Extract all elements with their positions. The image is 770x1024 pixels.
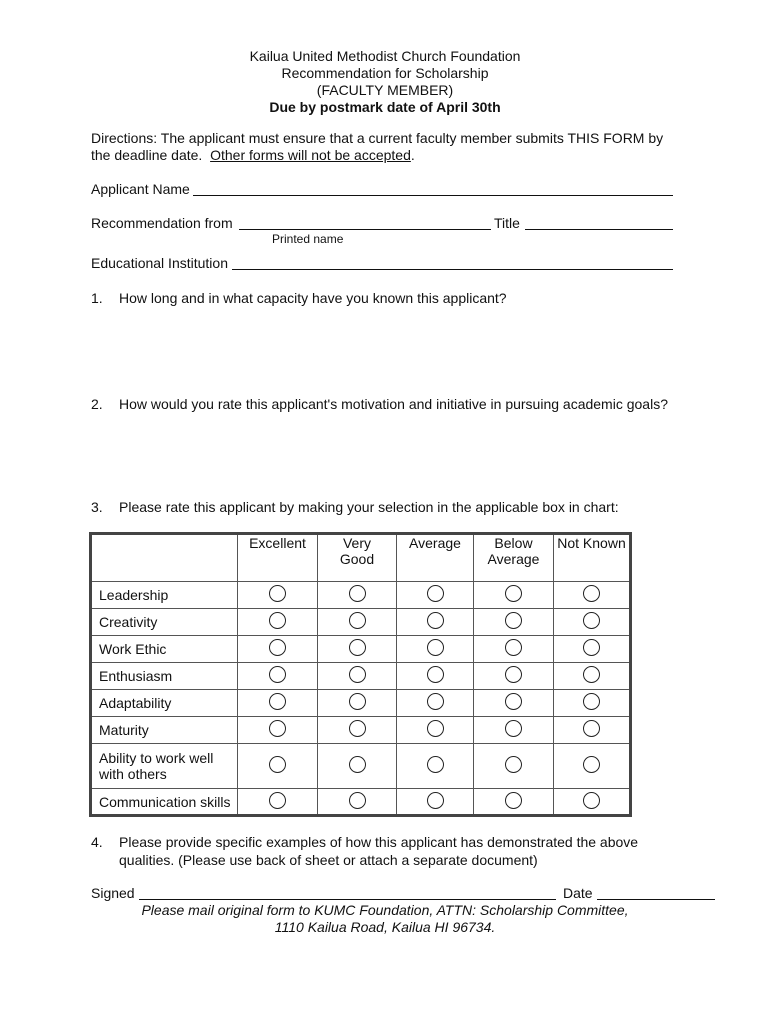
creativity-very-good-radio[interactable]	[349, 612, 366, 629]
date-label: Date	[563, 885, 593, 901]
table-row	[91, 636, 631, 663]
enthusiasm-very-good-radio[interactable]	[349, 666, 366, 683]
maturity-not-known-radio[interactable]	[583, 720, 600, 737]
applicant-name-field[interactable]	[193, 195, 673, 196]
table-row	[91, 717, 631, 744]
table-row	[91, 663, 631, 690]
leadership-excellent-radio[interactable]	[269, 585, 286, 602]
teamwork-average-radio[interactable]	[427, 756, 444, 773]
table-row	[91, 582, 631, 609]
enthusiasm-below-average-radio[interactable]	[505, 666, 522, 683]
rating-header-blank	[91, 534, 238, 582]
trait-creativity: Creativity	[91, 609, 238, 636]
creativity-not-known-radio[interactable]	[583, 612, 600, 629]
communication-average-radio[interactable]	[427, 792, 444, 809]
leadership-below-average-radio[interactable]	[505, 585, 522, 602]
question-3-text: Please rate this applicant by making your selection in the applicable box in chart:	[119, 499, 619, 515]
col-very-good: Very Good	[318, 534, 397, 582]
adaptability-average-radio[interactable]	[427, 693, 444, 710]
trait-enthusiasm: Enthusiasm	[91, 663, 238, 690]
question-2-text: How would you rate this applicant's motivation and initiative in pursuing academic goals?	[119, 396, 668, 412]
trait-leadership: Leadership	[91, 582, 238, 609]
maturity-excellent-radio[interactable]	[269, 720, 286, 737]
maturity-very-good-radio[interactable]	[349, 720, 366, 737]
work-ethic-excellent-radio[interactable]	[269, 639, 286, 656]
applicant-name-label: Applicant Name	[91, 181, 190, 197]
col-average: Average	[397, 534, 474, 582]
leadership-not-known-radio[interactable]	[583, 585, 600, 602]
directions-line-2: the deadline date. Other forms will not be accepted.	[91, 147, 415, 163]
creativity-excellent-radio[interactable]	[269, 612, 286, 629]
col-excellent: Excellent	[238, 534, 318, 582]
trait-ability-to-work-well: Ability to work well with others	[91, 744, 238, 789]
communication-excellent-radio[interactable]	[269, 792, 286, 809]
title-field[interactable]	[525, 229, 673, 230]
mailing-instruction-line-2: 1110 Kailua Road, Kailua HI 96734.	[274, 919, 496, 935]
trait-adaptability: Adaptability	[91, 690, 238, 717]
adaptability-below-average-radio[interactable]	[505, 693, 522, 710]
org-name: Kailua United Methodist Church Foundation	[249, 48, 521, 64]
adaptability-very-good-radio[interactable]	[349, 693, 366, 710]
directions-line-1: Directions: The applicant must ensure that a current faculty member submits THIS FORM by	[91, 130, 664, 146]
maturity-average-radio[interactable]	[427, 720, 444, 737]
work-ethic-not-known-radio[interactable]	[583, 639, 600, 656]
creativity-below-average-radio[interactable]	[505, 612, 522, 629]
adaptability-not-known-radio[interactable]	[583, 693, 600, 710]
institution-label: Educational Institution	[91, 255, 228, 271]
creativity-average-radio[interactable]	[427, 612, 444, 629]
form-subtitle: (FACULTY MEMBER)	[316, 82, 454, 98]
communication-very-good-radio[interactable]	[349, 792, 366, 809]
question-4-text-line-1: Please provide specific examples of how this applicant has demonstrated the above	[119, 834, 639, 850]
table-row	[91, 744, 631, 789]
signature-field[interactable]	[139, 899, 556, 900]
leadership-very-good-radio[interactable]	[349, 585, 366, 602]
table-row	[91, 609, 631, 636]
teamwork-not-known-radio[interactable]	[583, 756, 600, 773]
recommendation-from-label: Recommendation from	[91, 215, 233, 231]
teamwork-excellent-radio[interactable]	[269, 756, 286, 773]
teamwork-very-good-radio[interactable]	[349, 756, 366, 773]
communication-below-average-radio[interactable]	[505, 792, 522, 809]
enthusiasm-not-known-radio[interactable]	[583, 666, 600, 683]
teamwork-below-average-radio[interactable]	[505, 756, 522, 773]
trait-work-ethic: Work Ethic	[91, 636, 238, 663]
col-not-known: Not Known	[554, 534, 631, 582]
adaptability-excellent-radio[interactable]	[269, 693, 286, 710]
question-3-number: 3.	[91, 499, 103, 515]
institution-field[interactable]	[232, 269, 673, 270]
enthusiasm-excellent-radio[interactable]	[269, 666, 286, 683]
question-1-number: 1.	[91, 290, 103, 306]
trait-communication-skills: Communication skills	[91, 789, 238, 816]
printed-name-hint: Printed name	[272, 232, 344, 246]
rating-header-row	[91, 534, 631, 582]
question-1-text: How long and in what capacity have you known this applicant?	[119, 290, 507, 306]
work-ethic-average-radio[interactable]	[427, 639, 444, 656]
recommender-name-field[interactable]	[239, 229, 491, 230]
work-ethic-below-average-radio[interactable]	[505, 639, 522, 656]
question-4-text-line-2: qualities. (Please use back of sheet or attach a separate document)	[119, 852, 538, 868]
form-title: Recommendation for Scholarship	[281, 65, 489, 81]
rating-table	[89, 532, 632, 817]
question-2-number: 2.	[91, 396, 103, 412]
table-row	[91, 789, 631, 816]
question-4-number: 4.	[91, 834, 103, 850]
enthusiasm-average-radio[interactable]	[427, 666, 444, 683]
communication-not-known-radio[interactable]	[583, 792, 600, 809]
title-label: Title	[494, 215, 520, 231]
due-date: Due by postmark date of April 30th	[269, 99, 501, 115]
table-row	[91, 690, 631, 717]
work-ethic-very-good-radio[interactable]	[349, 639, 366, 656]
signed-label: Signed	[91, 885, 135, 901]
col-below-average: Below Average	[474, 534, 554, 582]
maturity-below-average-radio[interactable]	[505, 720, 522, 737]
trait-maturity: Maturity	[91, 717, 238, 744]
leadership-average-radio[interactable]	[427, 585, 444, 602]
mailing-instruction-line-1: Please mail original form to KUMC Foundation, ATTN: Scholarship Committee,	[141, 902, 629, 918]
date-field[interactable]	[597, 899, 715, 900]
